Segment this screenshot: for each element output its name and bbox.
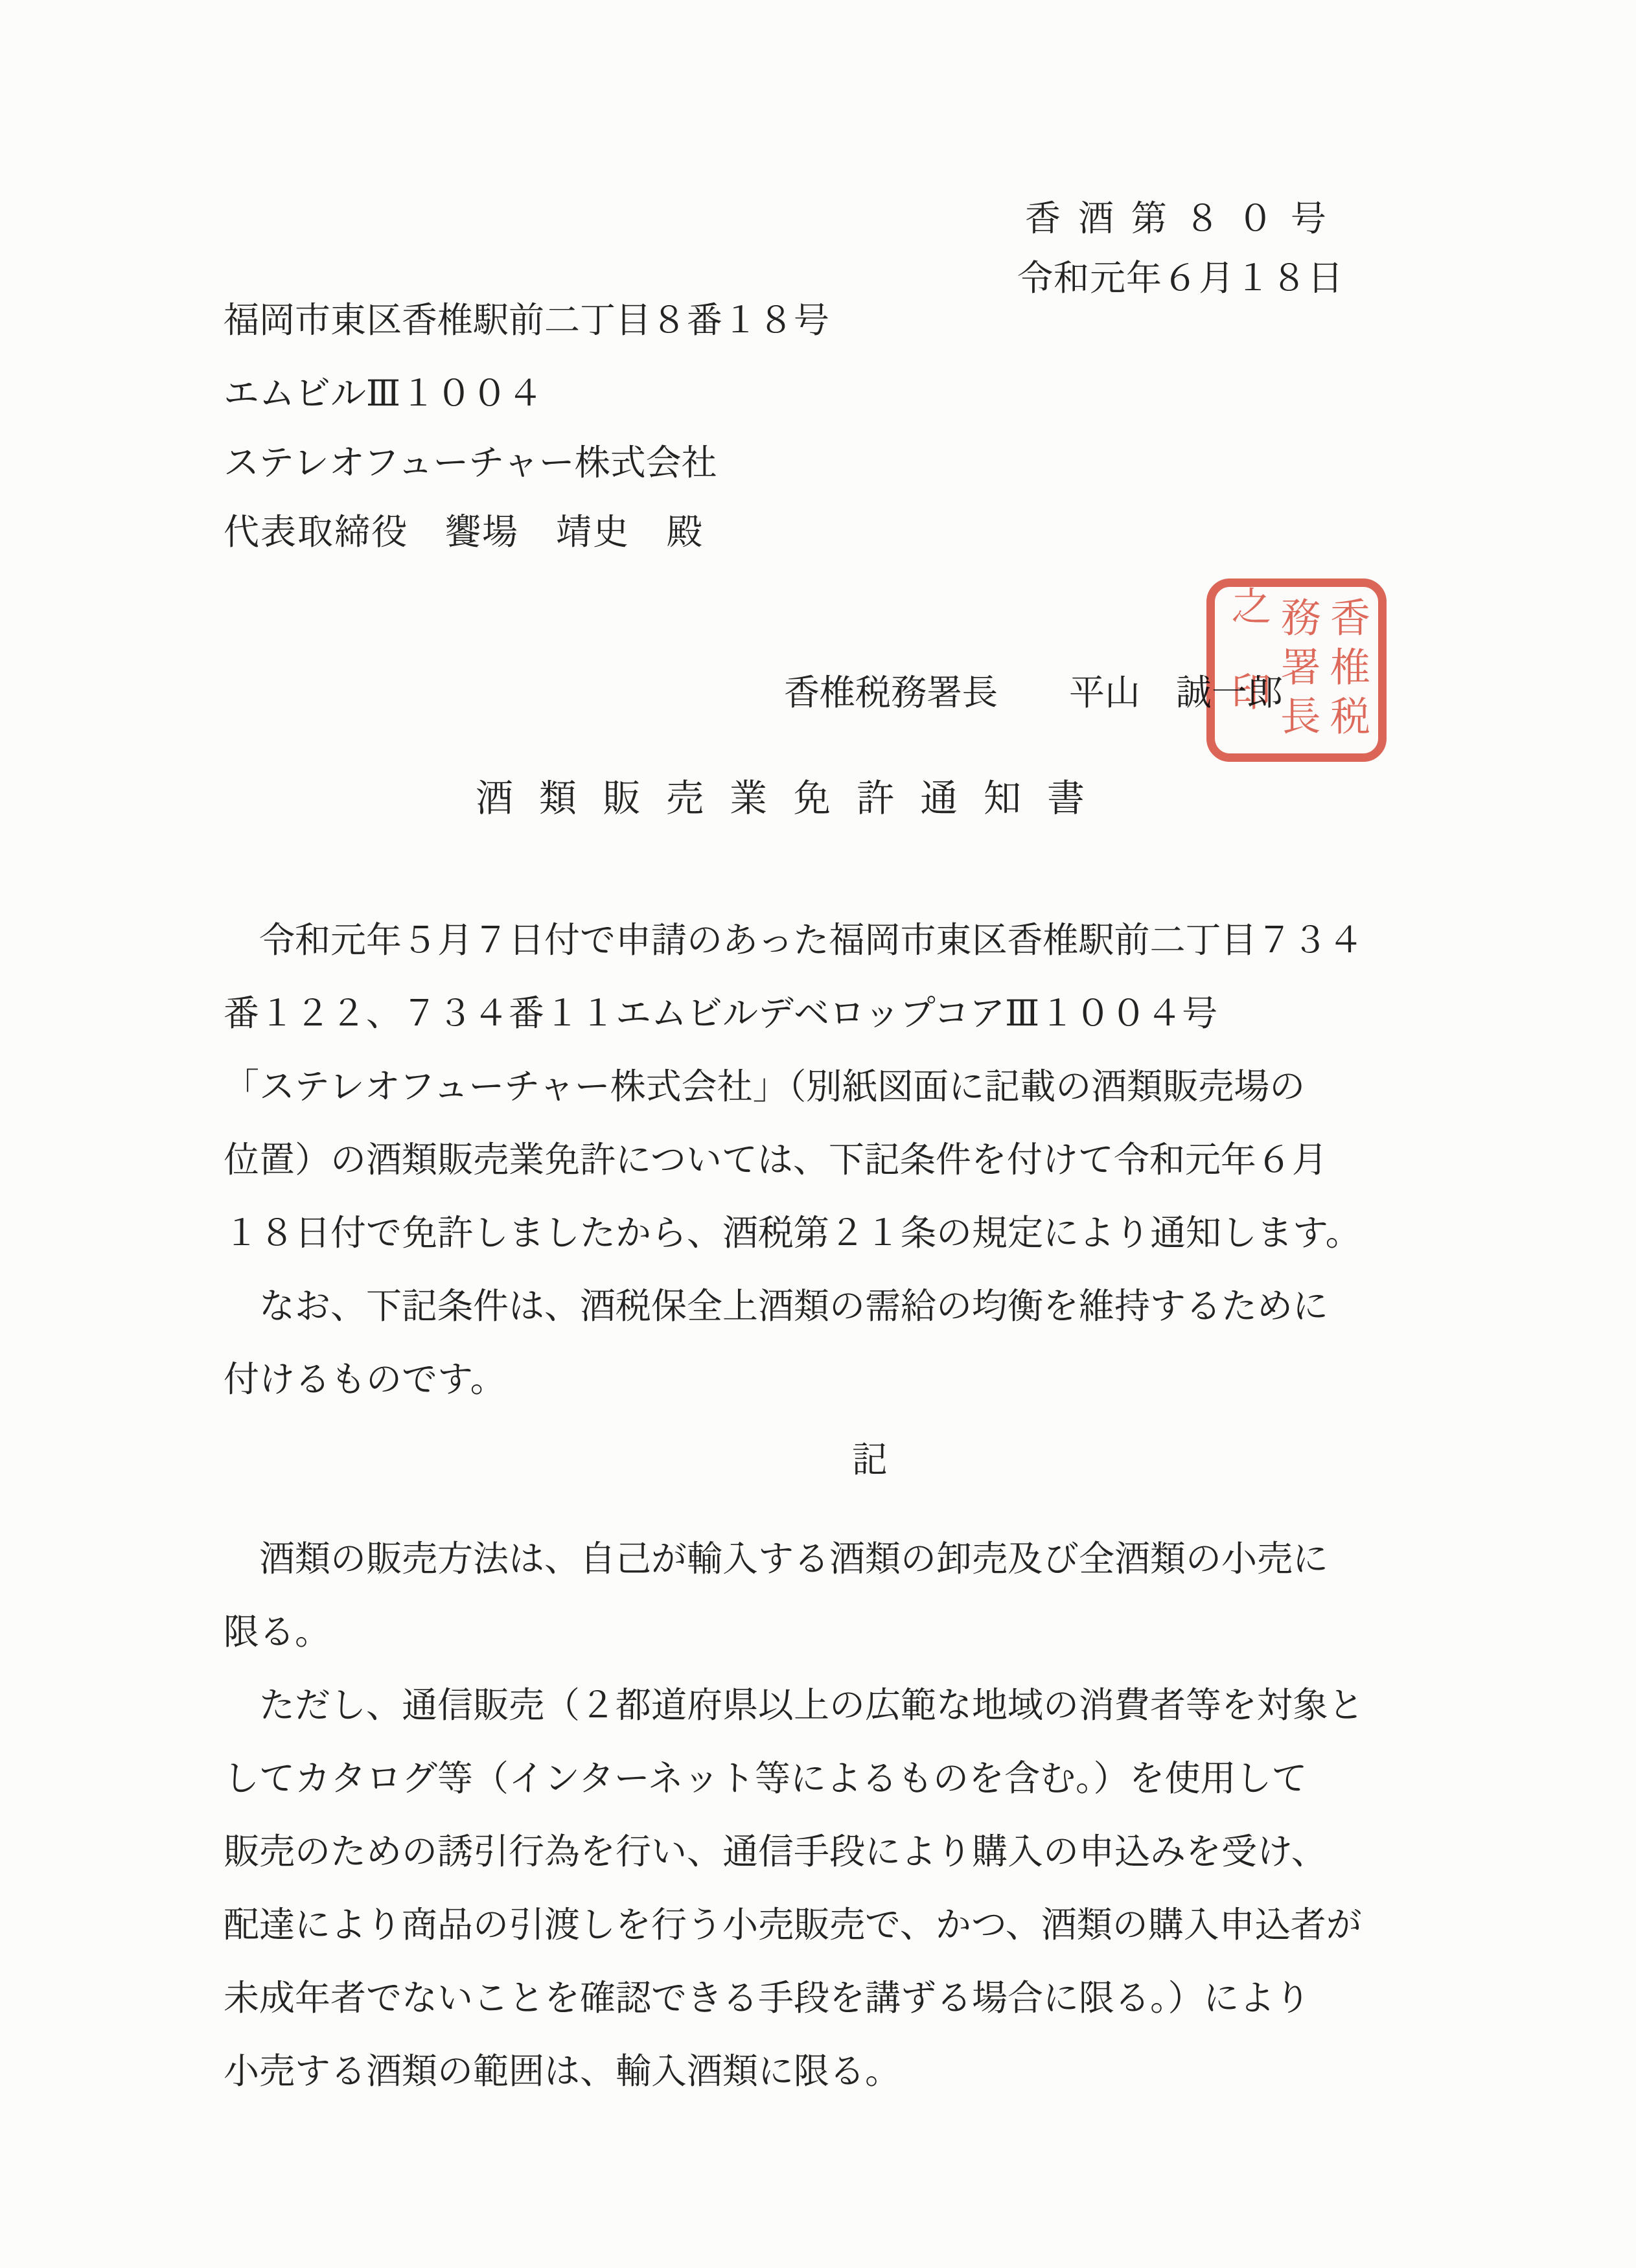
conditions-line: 限る。 xyxy=(224,1612,331,1652)
conditions-line: 未成年者でないことを確認できる手段を講ずる場合に限る。）により xyxy=(224,1978,1311,2018)
issue-date: 令和元年６月１８日 xyxy=(1017,258,1344,298)
conditions-line: してカタログ等（インターネット等によるものを含む。）を使用して xyxy=(224,1759,1308,1798)
official-seal-column-left: 之印 xyxy=(1225,584,1269,756)
official-seal-column-middle: 務署長 xyxy=(1274,596,1319,744)
body-paragraph1-line: なお、下記条件は、酒税保全上酒類の需給の均衡を維持するために xyxy=(224,1287,1329,1326)
ki-marker: 記 xyxy=(852,1440,888,1480)
conditions-line: ただし、通信販売（２都道府県以上の広範な地域の消費者等を対象と xyxy=(224,1686,1365,1725)
document-title: 酒類販売業免許通知書 xyxy=(476,777,1111,819)
body-paragraph1-line: １８日付で免許しましたから、酒税第２１条の規定により通知します。 xyxy=(224,1213,1361,1253)
recipient-company-name: ステレオフューチャー株式会社 xyxy=(224,443,717,483)
official-seal xyxy=(1206,578,1387,762)
official-seal-column-right: 香椎税 xyxy=(1324,596,1368,744)
recipient-address-line2: エムビルⅢ１００４ xyxy=(224,374,544,413)
doc-number: 香酒第８０号 xyxy=(1024,199,1344,238)
conditions-line: 小売する酒類の範囲は、輸入酒類に限る。 xyxy=(224,2052,901,2091)
conditions-line: 販売のための誘引行為を行い、通信手段により購入の申込みを受け、 xyxy=(224,1832,1327,1872)
sender-title-and-name: 香椎税務署長 平山 誠一郎 xyxy=(784,673,1284,713)
conditions-line: 酒類の販売方法は、自己が輸入する酒類の卸売及び全酒類の小売に xyxy=(224,1539,1329,1579)
recipient-address-line1: 福岡市東区香椎駅前二丁目８番１８号 xyxy=(224,301,830,340)
body-paragraph1-line: 位置）の酒類販売業免許については、下記条件を付けて令和元年６月 xyxy=(224,1140,1328,1180)
body-paragraph1-line: 付けるものです。 xyxy=(224,1360,506,1399)
body-paragraph1-line: 「ステレオフューチャー株式会社」（別紙図面に記載の酒類販売場の xyxy=(224,1067,1306,1106)
body-paragraph1-line: 令和元年５月７日付で申請のあった福岡市東区香椎駅前二丁目７３４ xyxy=(224,921,1364,960)
body-paragraph1-line: 番１２２、７３４番１１エムビルデベロップコアⅢ１００４号 xyxy=(224,994,1218,1033)
conditions-line: 配達により商品の引渡しを行う小売販売で、かつ、酒類の購入申込者が xyxy=(224,1905,1362,1945)
recipient-representative: 代表取締役 饗場 靖史 殿 xyxy=(224,512,704,552)
